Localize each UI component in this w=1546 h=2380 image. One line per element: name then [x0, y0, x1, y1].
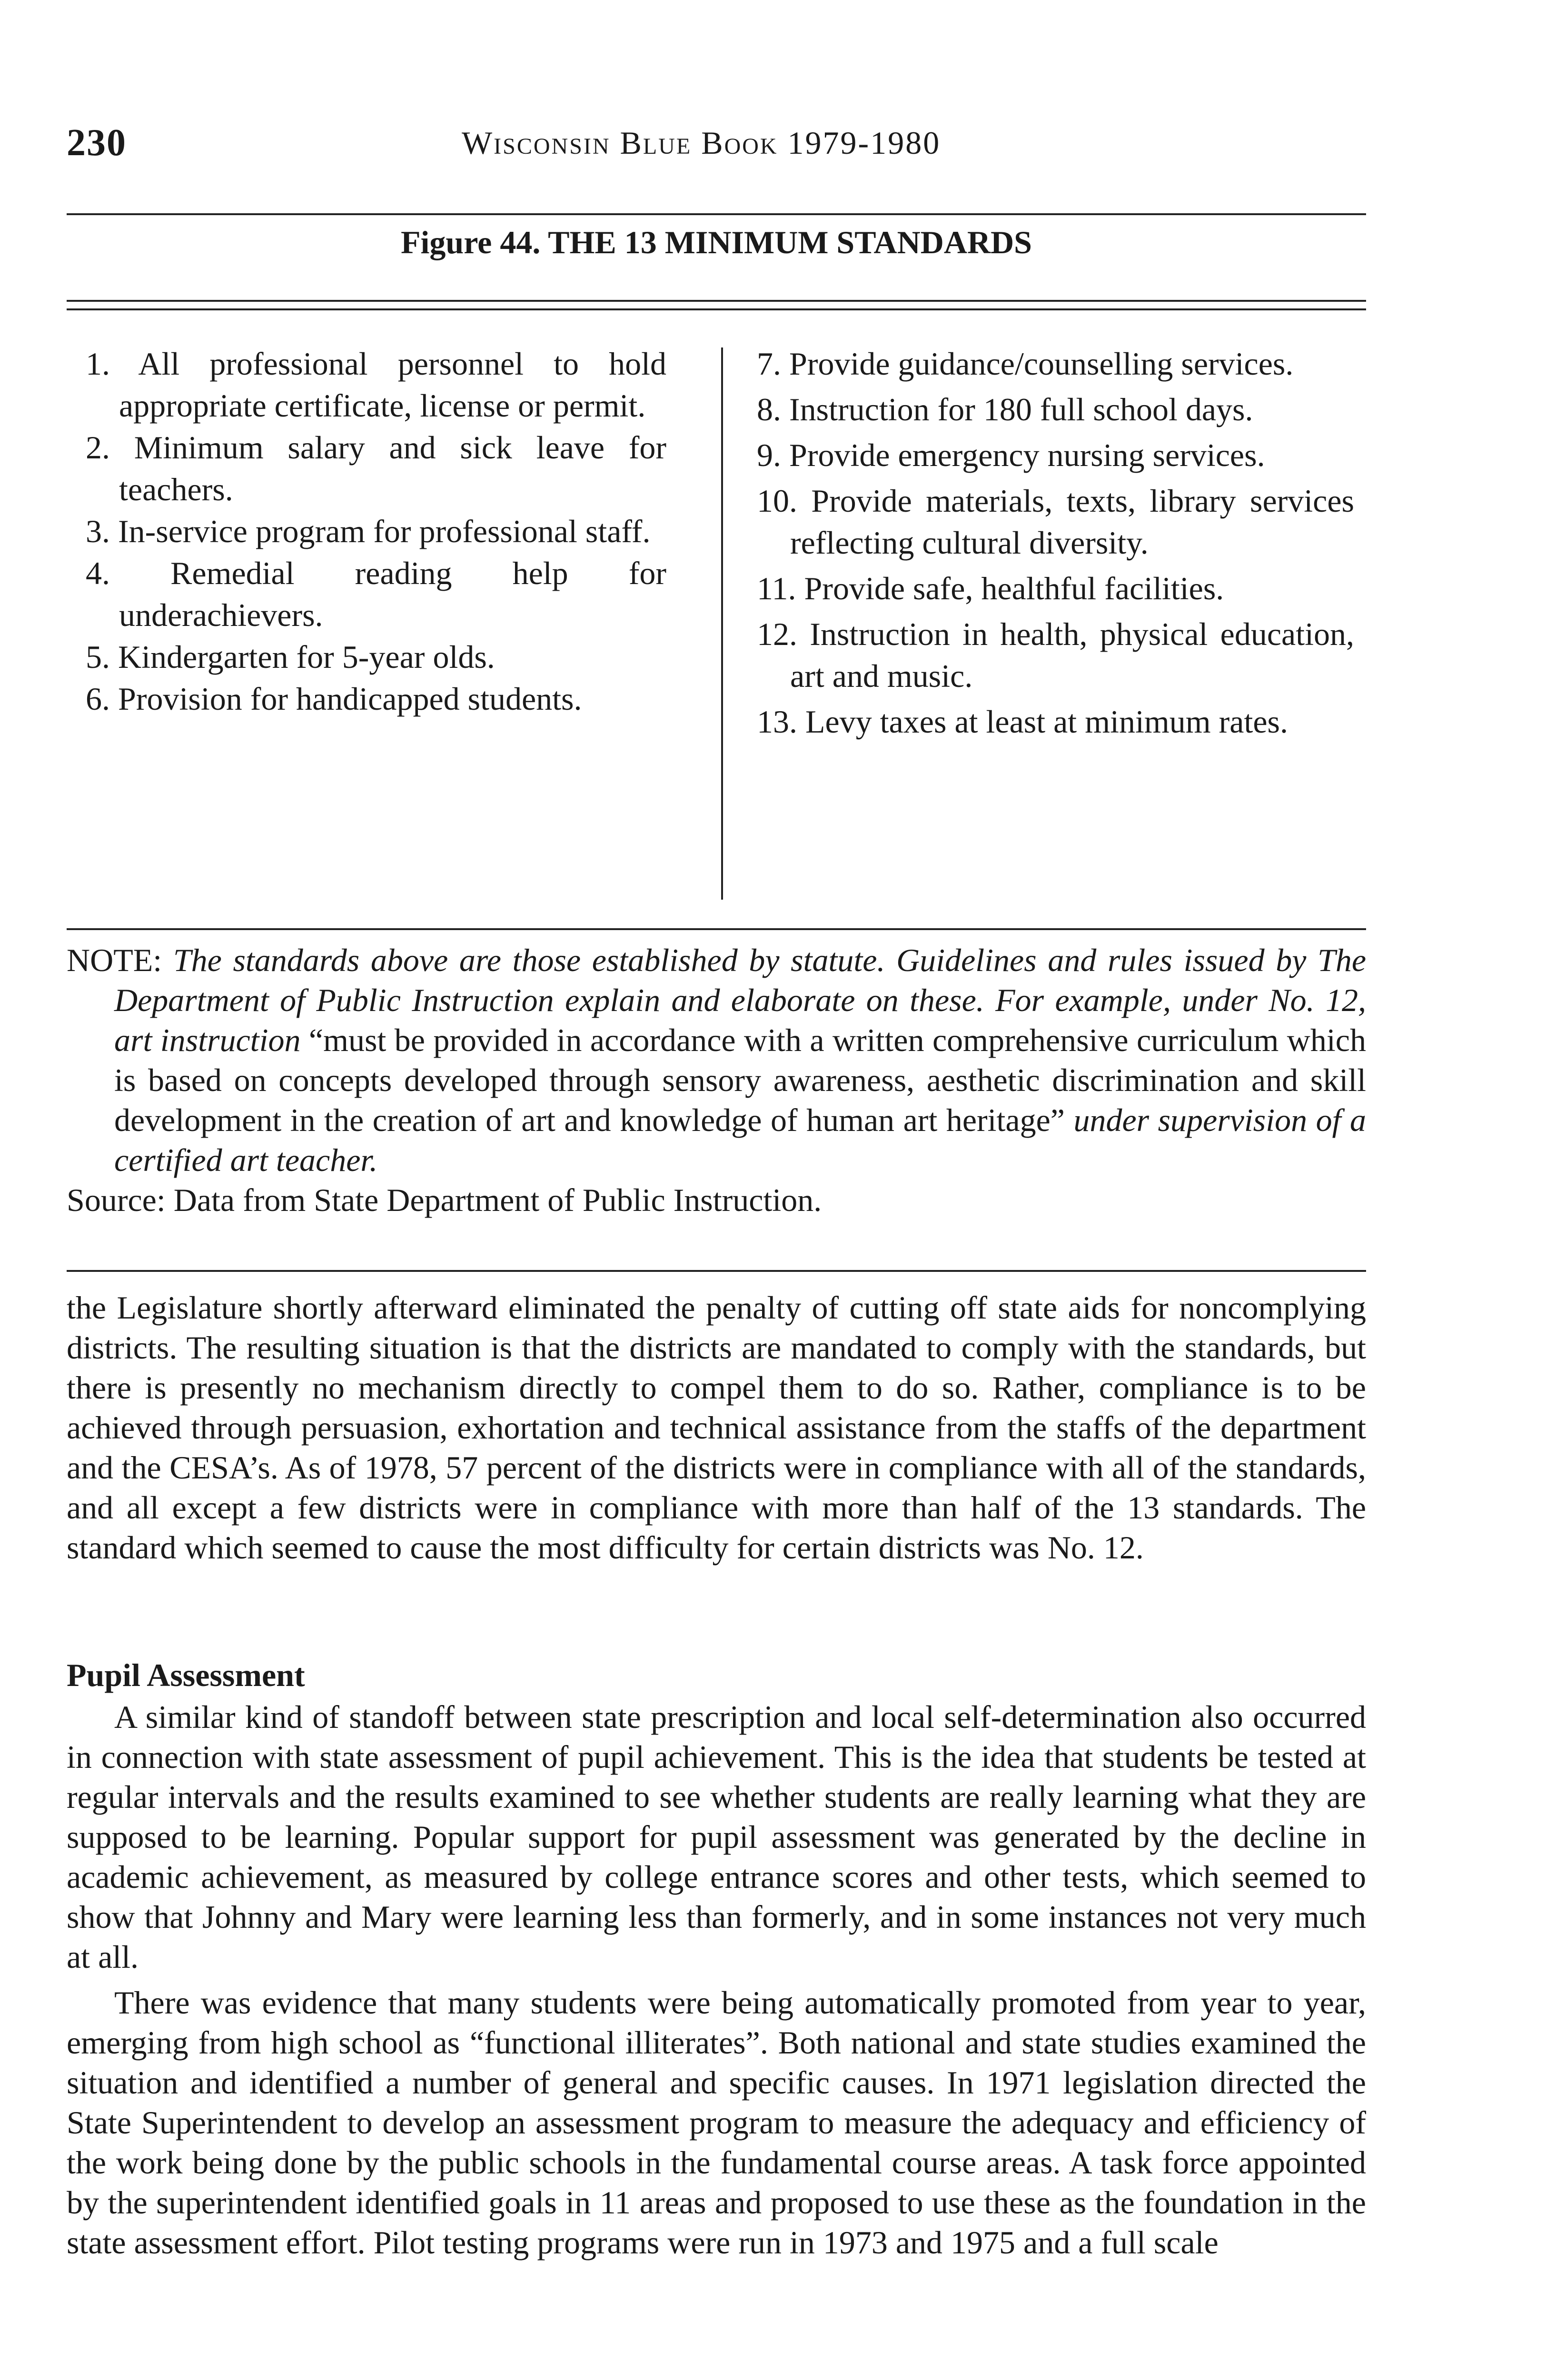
standards-column-left	[86, 343, 666, 720]
standard-item: 12. Instruction in health, physical education, art and music.	[757, 616, 1354, 694]
paragraph: A similar kind of standoff between state prescription and local self-determination also occurred in connection with state assessment of pupil achievement. This is the idea that students be tested at regular intervals and the results examined to see whether students are really learning what they are supposed to be learning. Popular support for pupil assessment was generated by the decline in academic achievement, as measured by college entrance scores and other tests, which seemed to show that Johnny and Mary were learning less than formerly, and in some instances not very much at all.	[67, 1699, 1366, 1975]
note-label: NOTE:	[67, 942, 162, 978]
standard-item: 2. Minimum salary and sick leave for teachers.	[86, 429, 666, 507]
standard-item: 11. Provide safe, healthful facilities.	[757, 570, 1224, 606]
standard-item: 10. Provide materials, texts, library services reflecting cultural diversity.	[757, 483, 1354, 561]
running-title: Wisconsin Blue Book 1979-1980	[462, 125, 941, 161]
note-body	[67, 940, 1366, 1180]
body-paragraph-continued	[67, 1288, 1366, 1567]
standard-item: 8. Instruction for 180 full school days.	[757, 391, 1253, 427]
figure-title: Figure 44. THE 13 MINIMUM STANDARDS	[400, 224, 1032, 260]
body-section	[67, 1697, 1366, 2262]
double-rule-lower	[67, 308, 1366, 310]
standard-item: 1. All professional personnel to hold appropriate certificate, license or permit.	[86, 346, 666, 424]
paragraph: the Legislature shortly afterward eliminated the penalty of cutting off state aids for noncomplying districts. The resulting situation is that the districts are mandated to comply with the standards, but there is presently no mechanism directly to compel them to do so. Rather, compliance is to be achieved through persuasion, exhortation and technical assistance from the staffs of the department and the CESA’s. As of 1978, 57 percent of the districts were in compliance with all of the standards, and all except a few districts were in compliance with more than half of the 13 standards. The standard which seemed to cause the most difficulty for certain districts was No. 12.	[67, 1289, 1366, 1566]
rule-top	[67, 213, 1366, 215]
double-rule-upper	[67, 300, 1366, 302]
standards-column-right	[757, 343, 1354, 743]
standard-item: 4. Remedial reading help for underachievers.	[86, 555, 666, 633]
standard-item: 9. Provide emergency nursing services.	[757, 437, 1265, 473]
note-quote: “must be provided in accordance with a written comprehensive curriculum which is based on concepts developed through sensory awareness, aesthetic discrimination and skill development in the creation of art and knowledge of human art heritage”	[114, 1022, 1366, 1138]
rule-below-note	[67, 1270, 1366, 1272]
standard-item: 7. Provide guidance/counselling services.	[757, 346, 1294, 382]
section-heading: Pupil Assessment	[67, 1657, 305, 1693]
standard-item: 6. Provision for handicapped students.	[86, 681, 582, 717]
note-italic-text: The standards above are those established by statute. Guidelines and rules issued by The Department of Public Instruction explain and elaborate on these. For example, under No. 12, art instruction	[114, 942, 1367, 1058]
standard-item: 5. Kindergarten for 5-year olds.	[86, 639, 495, 675]
column-divider	[721, 347, 723, 900]
page-number: 230	[67, 122, 127, 164]
figure-source: Source: Data from State Department of Public Instruction.	[67, 1182, 822, 1218]
standard-item: 13. Levy taxes at least at minimum rates.	[757, 704, 1288, 740]
running-header	[67, 121, 1366, 174]
note-italic-text-end: under supervision of a certified art teacher.	[114, 1102, 1366, 1178]
rule-above-note	[67, 928, 1366, 930]
figure-note	[67, 940, 1366, 1220]
standard-item: 3. In-service program for professional staff.	[86, 513, 651, 549]
paragraph: There was evidence that many students were being automatically promoted from year to year, emerging from high school as “functional illiterates”. Both national and state studies examined the situation and identified a number of general and specific causes. In 1971 legislation directed the State Superintendent to develop an assessment program to measure the adequacy and efficiency of the work being done by the public schools in the fundamental course areas. A task force appointed by the superintendent identified goals in 11 areas and proposed to use these as the foundation in the state assessment effort. Pilot testing programs were run in 1973 and 1975 and a full scale	[67, 1984, 1366, 2261]
